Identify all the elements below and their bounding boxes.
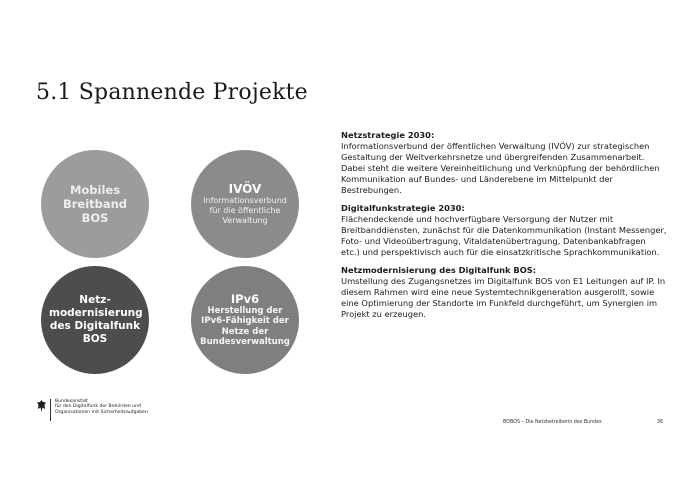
circle-subtitle: Herstellung der IPv6-Fähigkeit der Netze der Bundesverwaltung — [200, 305, 290, 347]
page-title: 5.1 Spannende Projekte — [36, 80, 308, 105]
footer-text: BDBOS – Die Netzbetreiberin des Bundes — [503, 420, 602, 425]
circle-title: Netz-modernisierung des Digitalfunk BOS — [49, 294, 143, 345]
circle-subtitle: Informationsverbund für die öffentliche Verwaltung — [203, 196, 287, 225]
circle-title: IPv6 — [230, 291, 260, 306]
project-circle-ivoev — [191, 150, 299, 258]
circle-title: Mobiles Breitband BOS — [62, 183, 128, 225]
section-text: Flächendeckende und hochverfügbare Versorgung der Nutzer mit Breitbanddiensten, zunächst für die Datenkommunikation (Instant Messenger, Foto- und Videoübertragung, Vitaldatenübertragung, Datenbankabfragen etc.) und perspektivisch auch für die einsatzkritische Sprachkommunikation. — [341, 214, 667, 257]
page-number: 36 — [657, 420, 664, 425]
federal-eagle-icon — [36, 399, 47, 413]
bdbos-logo — [36, 399, 165, 421]
project-descriptions — [341, 130, 667, 327]
logo-divider — [50, 399, 51, 421]
project-circle-mobiles-breitband — [41, 150, 149, 258]
logo-line: Organisationen mit Sicherheitsaufgaben — [55, 409, 148, 415]
section-digitalfunkstrategie — [341, 203, 667, 258]
circle-title: IVÖV — [228, 182, 262, 196]
section-heading: Netzstrategie 2030: — [341, 130, 435, 140]
logo-line: für den Digitalfunk der Behörden und — [55, 404, 141, 410]
project-circle-ipv6 — [191, 266, 299, 374]
section-text: Informationsverbund der öffentlichen Verwaltung (IVÖV) zur strategischen Gestaltung der Weitverkehrsnetze und übergreifenden Zusammenarbeit. Dabei steht die weitere Vereinheitlichung und Verknüpfung der behördlichen Kommunikation auf Bundes- und Länderebene im Mittelpunkt der Bestrebungen. — [341, 141, 660, 195]
section-netzmodernisierung — [341, 265, 667, 320]
section-netzstrategie — [341, 130, 667, 196]
logo-text — [55, 399, 165, 415]
section-text: Umstellung des Zugangsnetzes im Digitalfunk BOS von E1 Leitungen auf IP. In diesem Rahmen wird eine neue Systemtechnikgeneration ausgerollt, sowie eine Optimierung der Standorte im Funkfeld durchgeführt, um Synergien im Projekt zu erzeugen. — [341, 276, 666, 319]
logo-line: Bundesanstalt — [55, 399, 88, 404]
section-heading: Netzmodernisierung des Digitalfunk BOS: — [341, 265, 537, 275]
project-circle-netzmodernisierung — [41, 266, 149, 374]
section-heading: Digitalfunkstrategie 2030: — [341, 203, 465, 213]
